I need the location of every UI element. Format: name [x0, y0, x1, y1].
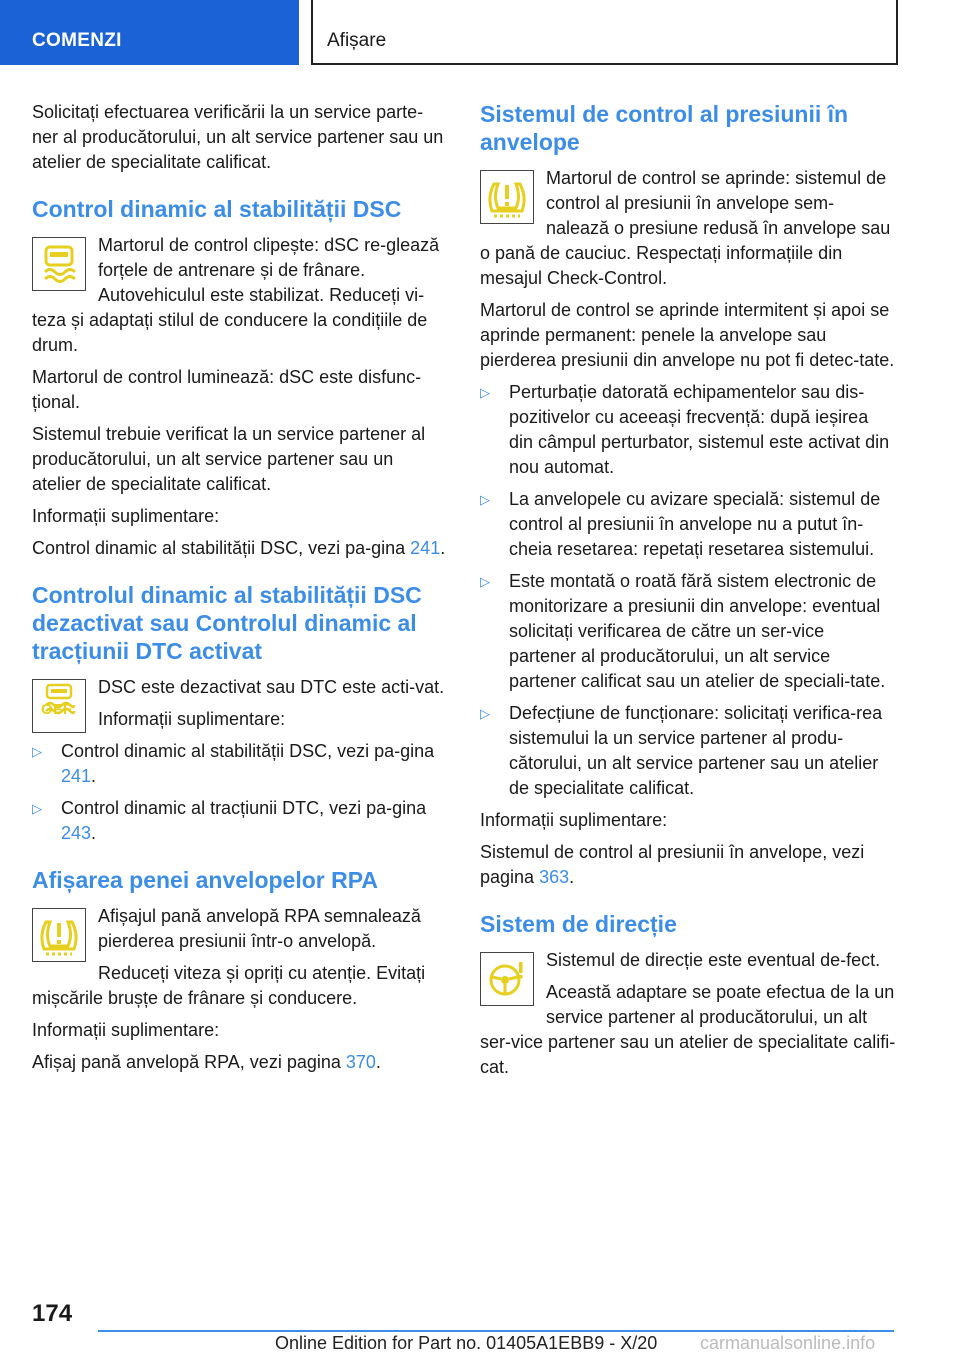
tpms-paragraph-3: Informații suplimentare:	[480, 810, 668, 830]
tire-pressure-monitor-icon	[480, 170, 534, 224]
rpa-block	[32, 904, 446, 1018]
dsc-paragraph-3: Sistemul trebuie verificat la un service partener al producătorului, un alt service partener sau un atelier de specialitate calificat.	[32, 424, 426, 494]
dtc-block	[32, 675, 446, 739]
dtc-bullet-2-page-link[interactable]: 243	[61, 823, 92, 843]
header-chapter-label: Afișare	[327, 30, 387, 51]
dsc-heading: Control dinamic al stabilității DSC	[32, 196, 402, 222]
rpa-paragraph-1: Afișajul pană anvelopă RPA semnalează pierderea presiunii într-o anvelopă.	[98, 906, 421, 951]
tpms-bullet-2-text: La anvelopele cu avizare specială: sistemul de control al presiunii în anvelope nu a putut în-cheia resetarea: repetați resetarea sistemului.	[509, 489, 881, 559]
triangle-bullet-icon: ▷	[480, 385, 490, 400]
list-item	[480, 569, 896, 694]
dsc-reference-end: .	[440, 538, 446, 558]
dsc-paragraph-4: Informații suplimentare:	[32, 506, 220, 526]
tpms-paragraph-1: Martorul de control se aprinde: sistemul de control al presiunii în anvelope sem-nalează o presiune redusă în anvelope sau o pană de cauciuc. Respectați informațiile din mesajul Check-Control.	[480, 168, 891, 288]
dsc-paragraph-2: Martorul de control luminează: dSC este disfunc-țional.	[32, 367, 422, 412]
dtc-bullet-1-page-link[interactable]: 241	[61, 766, 92, 786]
page-number: 174	[32, 1300, 73, 1327]
tpms-reference-text: Sistemul de control al presiunii în anvelope, vezi pagina	[480, 842, 865, 887]
footer-edition: Online Edition for Part no. 01405A1EBB9 - X/20	[275, 1333, 658, 1353]
steering-heading: Sistem de direcție	[480, 911, 677, 937]
header-chapter-box	[311, 0, 898, 65]
dsc-page-link[interactable]: 241	[410, 538, 441, 558]
list-item	[32, 739, 446, 789]
tpms-reference-end: .	[569, 867, 575, 887]
dsc-warning-icon	[32, 237, 86, 291]
tpms-bullet-4-text: Defecțiune de funcționare: solicitați verifica-rea sistemului la un service partener al produ-cătorului, un alt service partener sau un atelier de specialitate calificat.	[509, 703, 883, 798]
steering-wheel-warning-icon	[480, 952, 534, 1006]
tpms-bullet-1-text: Perturbație datorată echipamentelor sau dis-pozitivelor cu aceeași frecvență: după ieșirea din câmpul perturbator, sistemul este activat din nou automat.	[509, 382, 890, 477]
list-item	[480, 487, 896, 562]
tpms-bullet-list	[480, 380, 896, 801]
intro-paragraph: Solicitați efectuarea verificării la un service parte-ner al producătorului, un alt service partener sau un atelier de specialitate calificat.	[32, 102, 444, 172]
triangle-bullet-icon: ▷	[480, 574, 490, 589]
dtc-paragraph-1: DSC este dezactivat sau DTC este acti-vat.	[98, 677, 445, 697]
dtc-bullet-2-end: .	[91, 823, 97, 843]
tire-pressure-warning-icon	[32, 908, 86, 962]
triangle-bullet-icon: ▷	[32, 801, 42, 816]
rpa-paragraph-2: Reduceți viteza și opriți cu atenție. Evitați mișcările brușțe de frânare și conducere.	[32, 963, 426, 1008]
rpa-page-link[interactable]: 370	[345, 1052, 376, 1072]
rpa-reference	[32, 1050, 446, 1075]
dsc-block	[32, 233, 446, 365]
footer-divider	[98, 1330, 894, 1332]
rpa-reference-text: Afișaj pană anvelopă RPA, vezi pagina	[32, 1052, 346, 1072]
triangle-bullet-icon: ▷	[480, 706, 490, 721]
header-section-label: COMENZI	[32, 30, 122, 51]
rpa-reference-end: .	[375, 1052, 381, 1072]
dtc-heading: Controlul dinamic al stabilității DSC dezactivat sau Controlul dinamic al tracțiunii DTC activat	[32, 582, 422, 664]
list-item	[480, 701, 896, 801]
dtc-bullet-list	[32, 739, 446, 846]
tpms-block	[480, 166, 896, 298]
dsc-off-icon-label: OFF	[41, 701, 73, 718]
steering-paragraph-1: Sistemul de direcție este eventual de-fect.	[546, 950, 881, 970]
header-section-tab	[0, 0, 299, 65]
dsc-reference	[32, 536, 446, 561]
steering-block	[480, 948, 896, 1087]
triangle-bullet-icon: ▷	[480, 492, 490, 507]
dtc-paragraph-2: Informații suplimentare:	[98, 709, 286, 729]
tpms-page-link[interactable]: 363	[539, 867, 570, 887]
rpa-heading: Afișarea penei anvelopelor RPA	[32, 867, 378, 893]
tpms-bullet-3-text: Este montată o roată fără sistem electronic de monitorizare a presiunii din anvelope: eventual solicitați verificarea de către un ser-vice partener al producătorului, un alt service partener calificat sau un atelier de speciali-tate.	[509, 571, 886, 691]
dtc-bullet-1-text: Control dinamic al stabilității DSC, vezi pa-gina	[61, 741, 435, 761]
tpms-paragraph-2: Martorul de control se aprinde intermitent și apoi se aprinde permanent: penele la anvelope sau pierderea presiunii din anvelope nu pot fi detec-tate.	[480, 300, 895, 370]
rpa-paragraph-3: Informații suplimentare:	[32, 1020, 220, 1040]
dtc-bullet-2-text: Control dinamic al tracțiunii DTC, vezi pa-gina	[61, 798, 427, 818]
right-column	[480, 100, 896, 1087]
tpms-reference	[480, 840, 896, 890]
tpms-heading: Sistemul de control al presiunii în anvelope	[480, 101, 849, 155]
list-item	[32, 796, 446, 846]
steering-paragraph-2: Această adaptare se poate efectua de la un service partener al producătorului, un alt ser-vice partener sau un atelier de specialitate califi-cat.	[480, 982, 896, 1077]
dsc-paragraph-1: Martorul de control clipește: dSC re-glează forțele de antrenare și de frânare. Autovehiculul este stabilizat. Reduceți vi-teza și adaptați stilul de conducere la condițiile de drum.	[32, 235, 440, 355]
left-column	[32, 100, 446, 1082]
dtc-bullet-1-end: .	[91, 766, 97, 786]
triangle-bullet-icon: ▷	[32, 744, 42, 759]
watermark: carmanualsonline.info	[700, 1333, 876, 1353]
dsc-reference-text: Control dinamic al stabilității DSC, vezi pa-gina	[32, 538, 411, 558]
list-item	[480, 380, 896, 480]
